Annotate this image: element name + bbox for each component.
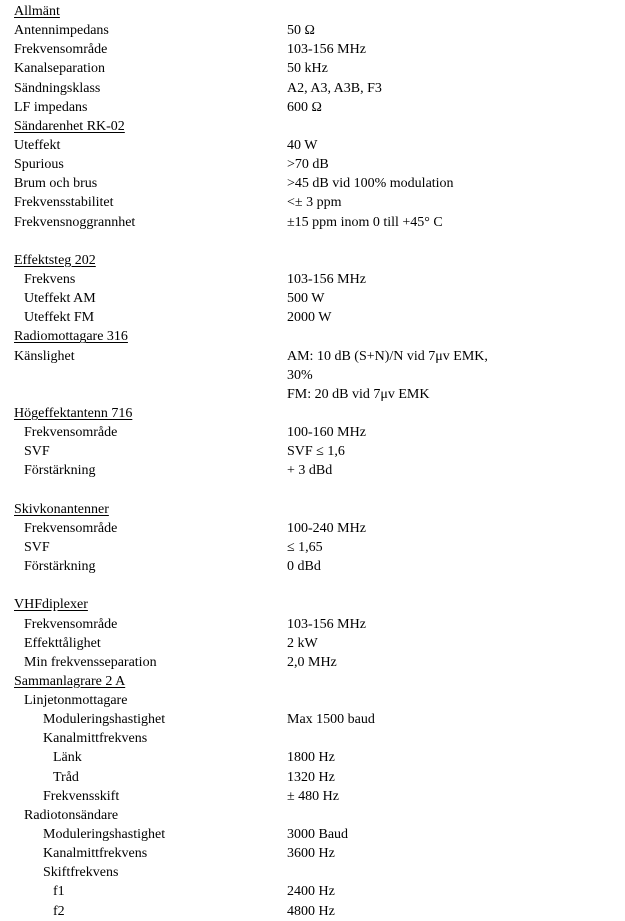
spec-value: AM: 10 dB (S+N)/N vid 7μv EMK, [287,348,488,364]
spec-value: FM: 20 dB vid 7μv EMK [287,386,430,402]
spec-row [0,538,625,557]
spec-row [0,59,625,78]
spec-row [0,155,625,174]
spec-value: ± 480 Hz [287,788,340,804]
spec-value: 100-240 MHz [287,520,366,536]
spec-row [0,863,625,882]
spec-label: f2 [53,903,65,919]
spec-label: Uteffekt AM [24,291,96,307]
spec-row [0,98,625,117]
spec-row [0,634,625,653]
spec-label: Effekttålighet [24,635,101,651]
spec-value: 103-156 MHz [287,616,366,632]
spec-label: Antennimpedans [14,23,109,39]
spec-label: LF impedans [14,99,88,115]
spec-row [0,519,625,538]
spec-row [0,40,625,59]
spec-label: Frekvensområde [24,616,118,632]
spec-value: 103-156 MHz [287,42,366,58]
spec-value: 3000 Baud [287,827,349,843]
spec-value: 40 W [287,137,318,153]
spec-value: 4800 Hz [287,903,335,919]
spec-value: <± 3 ppm [287,195,342,211]
spec-value: 2000 W [287,310,332,326]
spec-value: SVF ≤ 1,6 [287,444,345,460]
spec-row [0,213,625,232]
spec-value: 0 dBd [287,559,321,575]
spec-value: 600 Ω [287,99,322,115]
spec-row [0,691,625,710]
spec-value: 2,0 MHz [287,654,337,670]
section-heading-row [0,251,625,270]
spec-label: Radiotonsändare [24,807,119,823]
spec-row [0,308,625,327]
spec-row [0,461,625,480]
spec-label: Brum och brus [14,176,98,192]
spec-label: Spurious [14,157,64,173]
spec-label: Uteffekt [14,137,61,153]
spec-value: >45 dB vid 100% modulation [287,176,454,192]
spec-value: 500 W [287,291,325,307]
spec-label: SVF [24,444,50,460]
spec-label: Frekvensområde [24,520,118,536]
spec-label: Min frekvensseparation [24,654,157,670]
section-heading-hogeffektantenn: Högeffektantenn 716 [14,405,133,421]
spec-label: Frekvens [24,271,76,287]
section-heading-row [0,672,625,691]
spec-value: 1320 Hz [287,769,335,785]
spec-value: 50 kHz [287,61,328,77]
section-heading-row [0,404,625,423]
section-heading-sammanlagrare: Sammanlagrare 2 A [14,673,126,689]
spec-label: Länk [53,750,82,766]
section-heading-allmant: Allmänt [14,4,60,19]
blank-line [0,481,625,500]
spec-value: >70 dB [287,157,329,173]
spec-value: ≤ 1,65 [287,539,323,555]
spec-value: 2 kW [287,635,318,651]
spec-row [0,79,625,98]
spec-label: Frekvensskift [43,788,120,804]
section-heading-row [0,500,625,519]
spec-value: 103-156 MHz [287,271,366,287]
spec-label: Förstärkning [24,559,96,575]
spec-row [0,289,625,308]
spec-label: Frekvensnoggrannhet [14,214,136,230]
spec-label: f1 [53,884,65,900]
spec-row [0,787,625,806]
spec-label: Kanalseparation [14,61,105,77]
section-heading-effektsteg: Effektsteg 202 [14,252,96,268]
spec-label: Frekvensområde [14,42,108,58]
spec-row [0,557,625,576]
spec-value: 50 Ω [287,23,315,39]
spec-row [0,844,625,863]
spec-row [0,748,625,767]
spec-value: 1800 Hz [287,750,335,766]
section-heading-row [0,117,625,136]
section-heading-row [0,595,625,614]
spec-value: 3600 Hz [287,846,335,862]
spec-row [0,174,625,193]
spec-label: Moduleringshastighet [43,827,166,843]
spec-row [0,653,625,672]
spec-row [0,768,625,787]
spec-row [0,882,625,901]
spec-label: Känslighet [14,348,75,364]
spec-row [0,366,625,385]
spec-label: Förstärkning [24,463,96,479]
spec-row [0,21,625,40]
spec-row [0,270,625,289]
spec-value: 30% [287,367,313,383]
spec-label: Frekvensstabilitet [14,195,114,211]
spec-label: SVF [24,539,50,555]
spec-label: Kanalmittfrekvens [43,846,148,862]
spec-label: Kanalmittfrekvens [43,731,148,747]
spec-label: Frekvensområde [24,425,118,441]
section-heading-sandarenhet: Sändarenhet RK-02 [14,118,125,134]
spec-label: Linjetonmottagare [24,693,128,709]
spec-value: 100-160 MHz [287,425,366,441]
spec-label: Skiftfrekvens [43,865,119,881]
spec-value: + 3 dBd [287,463,333,479]
section-heading-vhfdiplexer: VHFdiplexer [14,597,88,613]
section-heading-radiomottagare: Radiomottagare 316 [14,329,128,345]
spec-row [0,442,625,461]
section-heading-skivkonantenner: Skivkonantenner [14,501,109,517]
spec-value: A2, A3, A3B, F3 [287,80,382,96]
spec-document [0,2,625,921]
spec-row [0,729,625,748]
spec-row [0,423,625,442]
spec-row [0,385,625,404]
section-heading-row [0,327,625,346]
spec-label: Tråd [53,769,79,785]
spec-label: Uteffekt FM [24,310,95,326]
spec-value: ±15 ppm inom 0 till +45° C [287,214,443,230]
section-heading-row [0,2,625,21]
spec-row [0,806,625,825]
spec-row [0,136,625,155]
spec-label: Sändningsklass [14,80,101,96]
spec-row [0,347,625,366]
spec-row [0,825,625,844]
spec-value: Max 1500 baud [287,712,375,728]
spec-row [0,193,625,212]
spec-row [0,710,625,729]
spec-row [0,615,625,634]
spec-row [0,902,625,921]
blank-line [0,232,625,251]
blank-line [0,576,625,595]
spec-value: 2400 Hz [287,884,335,900]
spec-label: Moduleringshastighet [43,712,166,728]
